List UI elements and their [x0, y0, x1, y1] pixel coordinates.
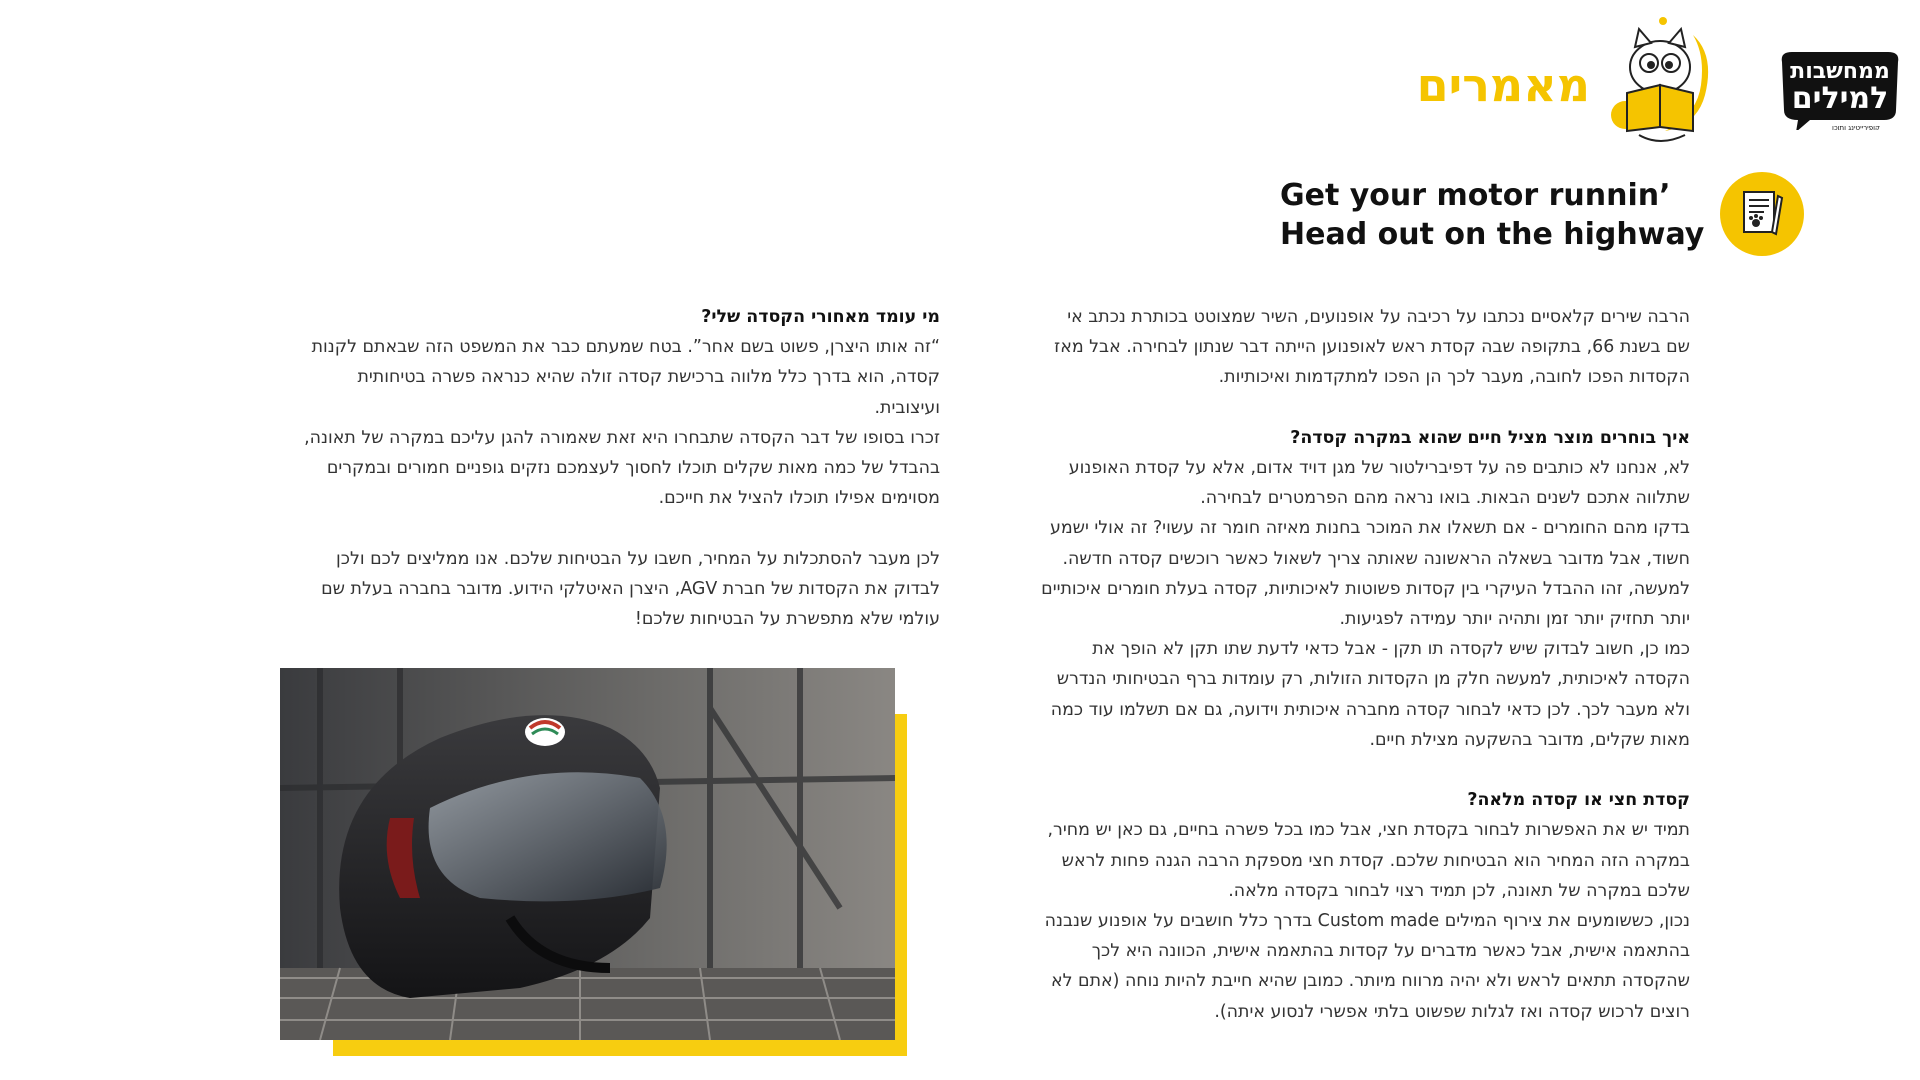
body-text-line: הרבה שירים קלאסיים נכתבו על רכיבה על אופנועים, השיר שמצוטט בכותרת נכתב אי	[1067, 307, 1690, 327]
body-text-line: שם בשנת 66, בתקופה שבה קסדת ראש לאופנוען הייתה דבר שנתון לבחירה. אבל מאז	[1054, 337, 1690, 358]
section-heading: איך בוחרים מוצר מציל חיים שהוא במקרה קסדה?	[1290, 427, 1690, 448]
brand-line2: למילים	[1791, 81, 1889, 116]
body-text-line: קסדה, הוא בדרך כלל מלווה ברכישת קסדה זולה שהיא כנראה פשרה בטיחותית	[357, 367, 940, 388]
article-column-right	[960, 302, 1690, 1027]
section-heading: מי עומד מאחורי הקסדה שלי?	[701, 307, 940, 327]
body-text-line: למעשה, זהו ההבדל העיקרי בין קסדות פשוטות לאיכותיות, קסדה בעלת חומרים איכותיים	[1041, 578, 1690, 599]
brand-line1: ממחשבות	[1790, 59, 1890, 84]
body-text-line: לבדוק את הקסדות של חברת AGV, היצרן האיטלקי הידוע. מדובר בחברה בעלת שם	[321, 578, 940, 599]
body-text-line: ועיצובית.	[874, 397, 940, 418]
paragraph-spacer	[960, 755, 1690, 785]
body-text-line: עולמי שלא מתפשרת על הבטיחות שלכם!	[634, 609, 940, 630]
body-text-line: ולא מעבר לכך. לכן כדאי לבחור קסדה מחברה איכותית וידועה, גם אם תשלמו עוד כמה	[1050, 699, 1690, 720]
brand-logo[interactable]	[1770, 40, 1910, 130]
body-text-line: מאות שקלים, מדובר בהשקעה מצילת חיים.	[1369, 729, 1690, 750]
body-text-line: בהתאמה אישית, אבל כאשר מדברים על קסדות בהתאמה אישית, הכוונה היא לכך	[1091, 941, 1690, 962]
body-text-line: מסוימים אפילו תוכלו להציל את חייכם.	[658, 488, 940, 509]
article-headline	[1280, 176, 1705, 254]
body-text-line: שלכם במקרה של תאונה, לכן תמיד רצוי לבחור בקסדה מלאה.	[1228, 880, 1690, 901]
section-title: מאמרים	[1416, 58, 1590, 112]
paragraph-spacer	[960, 393, 1690, 423]
body-text-line: לא, אנחנו לא כותבים פה על דפיברילטור של מגן דויד אדום, אלא על קסדת האופנוע	[1068, 458, 1690, 478]
reading-cat-mascot-icon	[1605, 15, 1715, 155]
body-text-line: זכרו בסופו של דבר הקסדה שתבחרו היא זאת שאמורה להגן עליכם במקרה של תאונה,	[304, 427, 940, 448]
body-text-line: כמו כן, חשוב לבדוק שיש לקסדה תו תקן - אבל כדאי לדעת שתו תקן לא הופך את	[1092, 639, 1690, 660]
headline-line-1: Get your motor runnin’	[1280, 178, 1671, 213]
body-text-line: בהבדל של כמה מאות שקלים תוכלו לחסוך לעצמכם נזקים גופניים חמורים ובמקרים	[326, 458, 940, 479]
body-text-line: הקסדה לאיכותית, למעשה חלק מן הקסדות הזולות, רק עומדות ברף הבטיחותי הנדרש	[1056, 669, 1690, 690]
article-column-left	[250, 302, 940, 634]
section-heading: קסדת חצי או קסדה מלאה?	[1467, 790, 1690, 811]
body-text-line: הקסדות הפכו לחובה, מעבר לכך הן הפכו למתקדמות ואיכותיות.	[1218, 367, 1690, 388]
helmet-photo	[280, 668, 895, 1040]
body-text-line: “זה אותו היצרן, פשוט בשם אחר”. בטח שמעתם כבר את המשפט הזה שבאתם לקנות	[311, 337, 940, 358]
body-text-line: במקרה הזה המחיר הוא הבטיחות שלכם. קסדת חצי מספקת הרבה הגנה פחות לראש	[1061, 850, 1690, 871]
document-pen-icon	[1718, 170, 1806, 258]
body-text-line: בדקו מהם החומרים - אם תשאלו את המוכר בחנות מאיזה חומר זה עשוי? זה אולי ישמע	[1049, 518, 1690, 539]
body-text-line: שהקסדה תתאים לראש ולא יהיה מרווח מיותר. כמובן שהיא חייבת להיות נוחה (אתם לא	[1051, 971, 1690, 992]
body-text-line: יותר תחזיק יותר זמן ותהיה יותר עמידה לפגיעות.	[1339, 609, 1690, 630]
body-text-line: תמיד יש את האפשרות לבחור בקסדת חצי, אבל כמו בכל פשרה בחיים, גם כאן יש מחיר,	[1047, 820, 1690, 841]
body-text-line: נכון, כששומעים את צירוף המילים Custom made בדרך כלל חושבים על אופנוע שנבנה	[1044, 911, 1690, 932]
headline-line-2: Head out on the highway	[1280, 217, 1705, 252]
body-text-line: שתלווה אתכם לשנים הבאות. בואו נראה מהם הפרמטרים לבחירה.	[1200, 488, 1690, 509]
body-text-line: חשוד, אבל מדובר בשאלה הראשונה שאותה צריך לשאול כאשר רוכשים קסדה חדשה.	[1062, 548, 1690, 569]
brand-tagline: קופירייטינג ותוכן	[1832, 124, 1880, 130]
body-text-line: לכן מעבר להסתכלות על המחיר, חשבו על הבטיחות שלכם. אנו ממליצים לכם ולכן	[336, 548, 940, 569]
body-text-line: רוצים לרכוש קסדה ואז לגלות שפשוט בלתי אפשרי לנסוע איתה).	[1214, 1001, 1690, 1022]
paragraph-spacer	[250, 513, 940, 543]
